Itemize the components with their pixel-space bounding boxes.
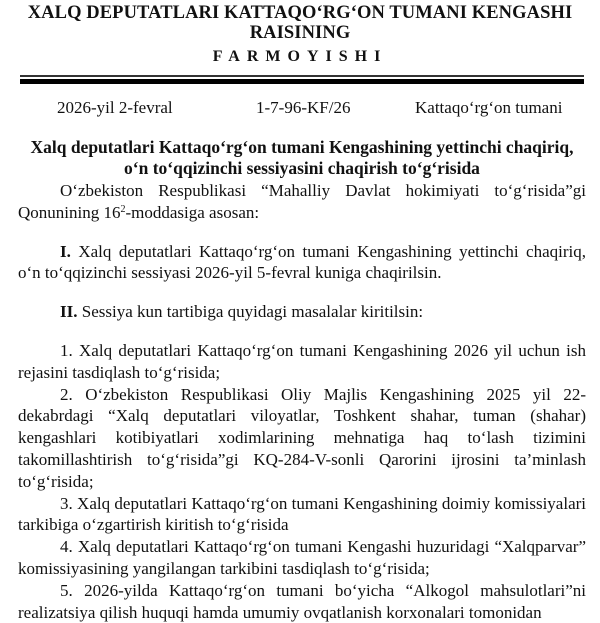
preamble-text: O‘zbekiston Respublikasi “Mahalliy Davlat hokimiyati to‘g‘risida”gi Qonunining 16 — [18, 181, 586, 222]
preamble — [18, 180, 586, 224]
agenda-item: 3. Xalq deputatlari Kattaqo‘rg‘on tumani Kengashining doimiy komissiyalari tarkibiga o‘zgartirish kiritish to‘g‘risida — [18, 493, 586, 535]
section-2 — [18, 301, 586, 323]
agenda-item: 5. 2026-yilda Kattaqo‘rg‘on tumani bo‘yicha “Alkogol mahsulotlari”ni realizatsiya qilish huquqi hamda umumiy ovqatlanish korxonalari tomonidan — [18, 580, 586, 622]
section-numeral: I. — [60, 241, 71, 261]
document-body — [18, 180, 586, 623]
section-text: Xalq deputatlari Kattaqo‘rg‘on tumani Kengashining yettinchi chaqiriq, o‘n to‘qqizinchi sessiyasi 2026-yil 5-fevral kuniga chaqirilsin. — [18, 241, 586, 283]
divider-thick — [20, 79, 584, 84]
agenda-item: 4. Xalq deputatlari Kattaqo‘rg‘on tumani Kengashi huzuridagi “Xalqparvar” komissiyasining yangilangan tarkibini tasdiqlash to‘g‘risida; — [18, 537, 586, 578]
agenda-item: 1. Xalq deputatlari Kattaqo‘rg‘on tumani Kengashining 2026 yil uchun ish rejasini tasdiqlash to‘g‘risida; — [18, 340, 586, 382]
document-title — [20, 137, 584, 179]
preamble-text-end: -moddasiga asosan: — [125, 202, 260, 222]
title-line-2: o‘n to‘qqizinchi sessiyasini chaqirish to‘g‘risida — [124, 158, 480, 178]
document-number: 1-7-96-KF/26 — [256, 98, 351, 117]
title-line-1: Xalq deputatlari Kattaqo‘rg‘on tumani Kengashining yettinchi chaqiriq, — [30, 137, 574, 157]
divider-thin — [20, 75, 584, 77]
document-type: FARMOYISHI — [212, 48, 388, 65]
header-line-2: RAISINING — [249, 23, 351, 43]
agenda-item: 2. O‘zbekiston Respublikasi Oliy Majlis Kengashining 2025 yil 22-dekabrdagi “Xalq deputatlari viloyatlar, Toshkent shahar, tuman (shahar) kengashlari kotibiyatlari xodimlarining mehnatiga haq to‘lash tizimini takomillashtirish to‘g‘risida”gi KQ-284-V-sonli Qarorini ijrosini ta’minlash to‘g‘risida; — [18, 384, 586, 491]
header-line-1: XALQ DEPUTATLARI KATTAQO‘RG‘ON TUMANI KENGASHI — [27, 3, 573, 23]
document-date: 2026-yil 2-fevral — [57, 98, 173, 117]
section-numeral: II. — [60, 302, 78, 322]
section-1 — [18, 241, 586, 285]
document-place: Kattaqo‘rg‘on tumani — [415, 98, 563, 117]
preamble-superscript: 2 — [120, 203, 126, 215]
section-text: Sessiya kun tartibiga quyidagi masalalar kiritilsin: — [77, 302, 424, 322]
